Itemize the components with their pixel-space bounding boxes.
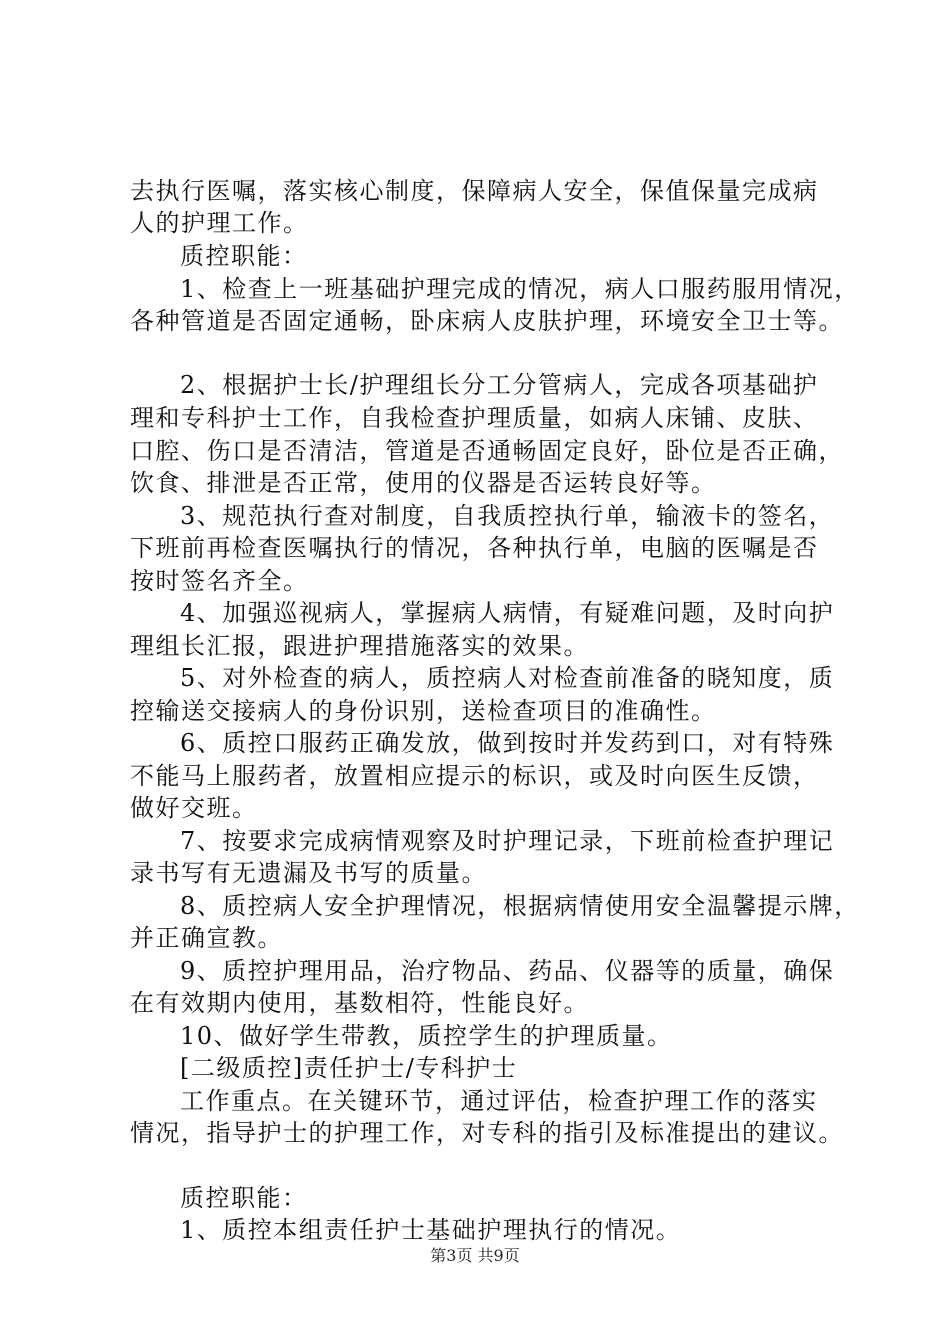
text-line-work-focus: 工作重点。在关键环节，通过评估，检查护理工作的落实 bbox=[180, 1087, 818, 1115]
text-line-5: 各种管道是否固定通畅，卧床病人皮肤护理，环境安全卫士等。 bbox=[130, 307, 844, 335]
section-heading-quality-control-2: 质控职能： bbox=[180, 1184, 308, 1212]
text-line-item-9: 9、质控护理用品，治疗物品、药品、仪器等的质量，确保 bbox=[180, 957, 835, 985]
section-heading-level-2: [二级质控]责任护士/专科护士 bbox=[180, 1054, 518, 1082]
text-line-19: 做好交班。 bbox=[130, 794, 258, 822]
text-line-item-1: 1、检查上一班基础护理完成的情况，病人口服药服用情况， bbox=[180, 275, 860, 303]
text-line-item-7: 7、按要求完成病情观察及时护理记录，下班前检查护理记 bbox=[180, 827, 835, 855]
text-line-item-8: 8、质控病人安全护理情况，根据病情使用安全温馨提示牌， bbox=[180, 892, 860, 920]
text-line-7: 理和专科护士工作，自我检查护理质量，如病人床铺、皮肤、 bbox=[130, 404, 819, 432]
text-line-21: 录书写有无遗漏及书写的质量。 bbox=[130, 859, 487, 887]
text-line-item-5: 5、对外检查的病人，质控病人对检查前准备的晓知度，质 bbox=[180, 664, 835, 692]
text-line-29: 情况，指导护士的护理工作，对专科的指引及标准提出的建议。 bbox=[130, 1119, 844, 1147]
page-footer: 第3页 共9页 bbox=[430, 1246, 520, 1265]
text-line-11: 下班前再检查医嘱执行的情况，各种执行单，电脑的医嘱是否 bbox=[130, 534, 819, 562]
text-line-14: 理组长汇报，跟进护理措施落实的效果。 bbox=[130, 632, 589, 660]
text-line-18: 不能马上服药者，放置相应提示的标识，或及时向医生反馈， bbox=[130, 762, 819, 790]
text-line-item-4: 4、加强巡视病人，掌握病人病情，有疑难问题，及时向护 bbox=[180, 599, 835, 627]
text-line-item-1b: 1、质控本组责任护士基础护理执行的情况。 bbox=[180, 1216, 682, 1244]
text-line-item-10: 10、做好学生带教，质控学生的护理质量。 bbox=[180, 1022, 673, 1050]
text-line-2: 人的护理工作。 bbox=[130, 209, 309, 237]
text-line-item-6: 6、质控口服药正确发放，做到按时并发药到口，对有特殊 bbox=[180, 729, 835, 757]
text-line-23: 并正确宣教。 bbox=[130, 924, 283, 952]
section-heading-quality-control: 质控职能： bbox=[180, 242, 308, 270]
text-line-25: 在有效期内使用，基数相符，性能良好。 bbox=[130, 989, 589, 1017]
text-line-9: 饮食、排泄是否正常，使用的仪器是否运转良好等。 bbox=[130, 469, 717, 497]
text-line-1: 去执行医嘱，落实核心制度，保障病人安全，保值保量完成病 bbox=[130, 177, 819, 205]
text-line-item-3: 3、规范执行查对制度，自我质控执行单，输液卡的签名， bbox=[180, 502, 835, 530]
text-line-12: 按时签名齐全。 bbox=[130, 567, 309, 595]
text-line-16: 控输送交接病人的身份识别，送检查项目的准确性。 bbox=[130, 697, 717, 725]
text-line-item-2: 2、根据护士长/护理组长分工分管病人，完成各项基础护 bbox=[180, 371, 819, 399]
text-line-8: 口腔、伤口是否清洁，管道是否通畅固定良好，卧位是否正确， bbox=[130, 437, 844, 465]
